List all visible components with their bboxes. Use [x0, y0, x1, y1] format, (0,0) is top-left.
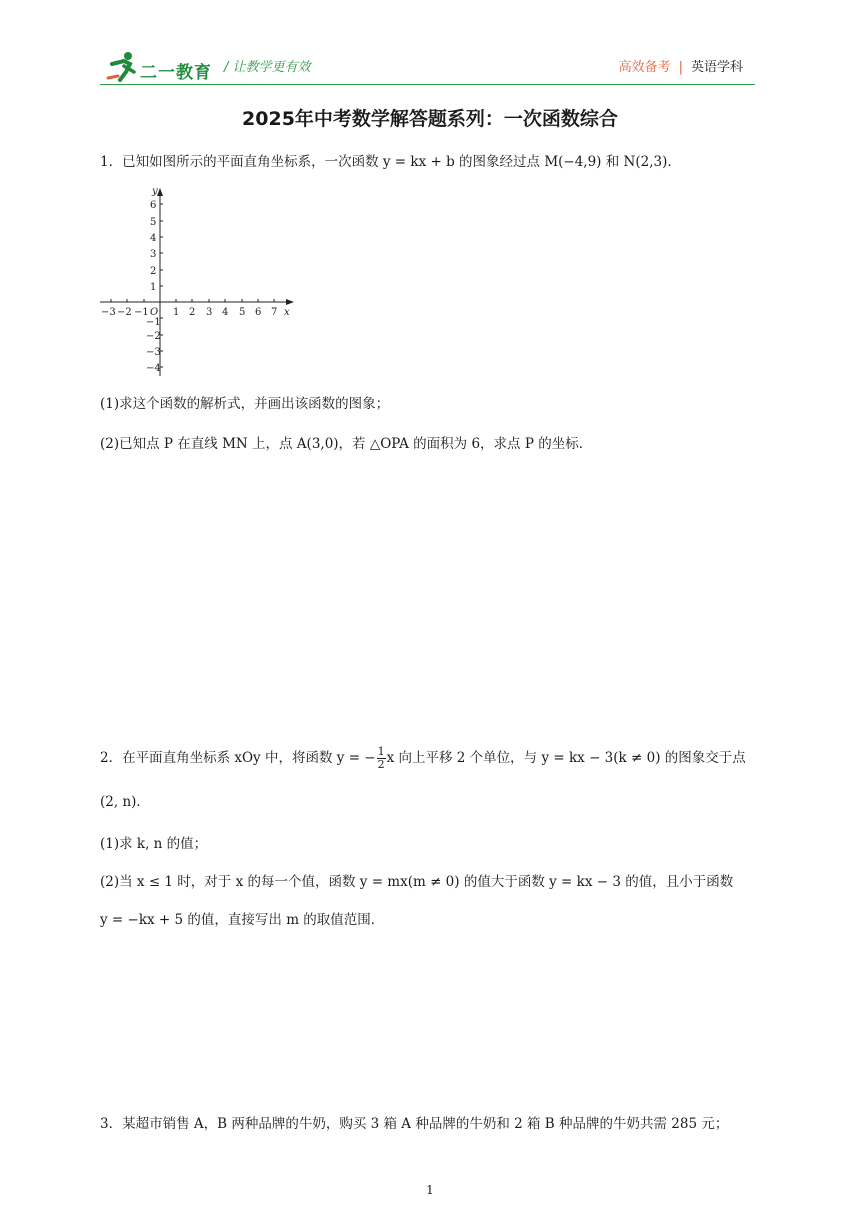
x-axis-label: x: [284, 307, 290, 318]
q2-stem-before: 2．在平面直角坐标系 xOy 中，将函数 y = −: [100, 750, 376, 766]
fraction-numerator: 1: [377, 745, 385, 758]
tag-subject: 英语学科: [690, 60, 743, 75]
tag-separator: |: [678, 60, 683, 75]
fraction-denominator: 2: [377, 758, 385, 771]
logo-text: 二一教育: [140, 63, 212, 83]
x-tick-label: 1: [173, 307, 180, 318]
y-tick-label: −4: [146, 363, 161, 374]
x-axis-arrow-icon: [286, 299, 294, 305]
origin-label: O: [150, 307, 159, 318]
x-tick-label: 5: [239, 307, 246, 318]
slogan: / 让教学更有效: [224, 60, 311, 75]
x-tick-label: 2: [189, 307, 196, 318]
y-tick-label: −2: [146, 331, 161, 342]
runner-logo-icon: [106, 50, 140, 82]
q1-part2: (2)已知点 P 在直线 MN 上，点 A(3,0)，若 △OPA 的面积为 6，求点 P 的坐标．: [100, 436, 593, 452]
q1-part1: (1)求这个函数的解析式，并画出该函数的图象；: [100, 396, 390, 412]
y-tick-label: 3: [150, 249, 157, 260]
q2-part1: (1)求 k, n 的值；: [100, 836, 208, 852]
q2-part2-line2: y = −kx + 5 的值，直接写出 m 的取值范围．: [100, 912, 385, 928]
x-tick-label: 3: [206, 307, 213, 318]
header-divider: [100, 84, 755, 85]
page-title: 2025年中考数学解答题系列：一次函数综合: [242, 108, 618, 130]
logo: [106, 50, 216, 84]
x-tick-label: 4: [222, 307, 229, 318]
x-tick-label: −2: [117, 307, 132, 318]
y-tick-label: 5: [150, 217, 157, 228]
page-number: 1: [426, 1183, 434, 1197]
y-tick-label: 6: [150, 200, 157, 211]
q2-part2-line1: (2)当 x ≤ 1 时，对于 x 的每一个值，函数 y = mx(m ≠ 0) 的值大于函数 y = kx − 3 的值，且小于函数: [100, 874, 734, 890]
x-tick-label: −3: [101, 307, 116, 318]
y-tick-label: 1: [150, 282, 157, 293]
tag-exam-prep: 高效备考: [618, 60, 671, 75]
y-tick-label: −3: [146, 347, 161, 358]
x-tick-label: 6: [255, 307, 262, 318]
fraction: [377, 746, 386, 771]
header-tags: [619, 56, 743, 75]
q2-stem-after: x 向上平移 2 个单位，与 y = kx − 3(k ≠ 0) 的图象交于点: [386, 750, 746, 766]
page-header: [100, 44, 755, 84]
q3-stem: 3．某超市销售 A，B 两种品牌的牛奶，购买 3 箱 A 种品牌的牛奶和 2 箱 B 种品牌的牛奶共需 285 元；: [100, 1116, 729, 1132]
y-tick-label: −1: [146, 317, 161, 328]
q1-stem: 1．已知如图所示的平面直角坐标系，一次函数 y = kx + b 的图象经过点 M(−4,9) 和 N(2,3)．: [100, 154, 681, 170]
y-tick-label: 4: [150, 233, 157, 244]
x-tick-label: −1: [134, 307, 149, 318]
q2-stem-line2: (2, n)．: [100, 794, 150, 810]
q2-stem: [100, 742, 746, 774]
y-axis-arrow-icon: [157, 188, 163, 196]
y-tick-label: 2: [150, 266, 157, 277]
q1-coordinate-grid: [98, 184, 298, 380]
x-tick-label: 7: [271, 307, 278, 318]
y-axis-label: y: [152, 186, 158, 197]
